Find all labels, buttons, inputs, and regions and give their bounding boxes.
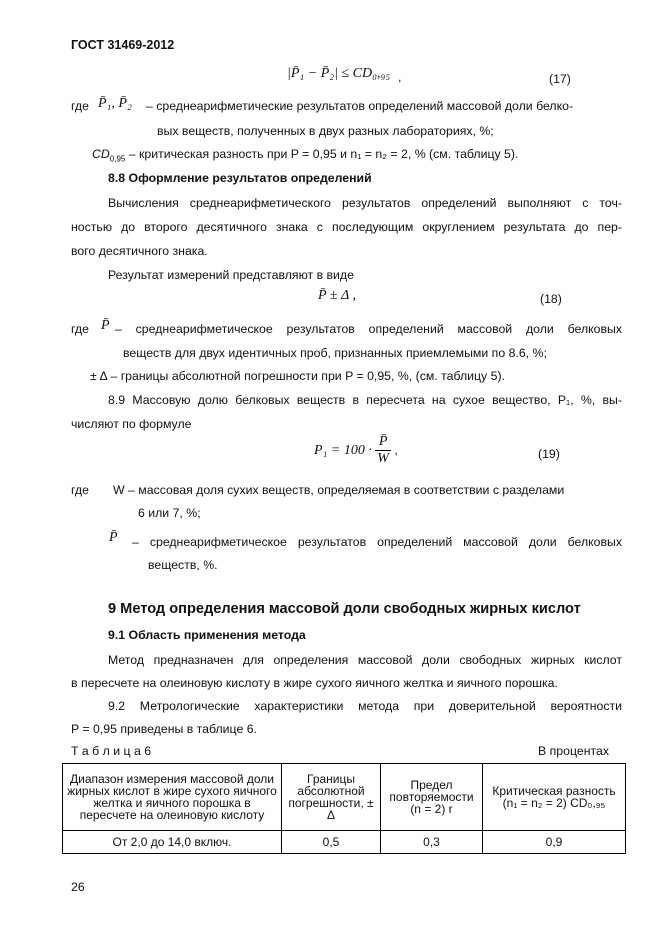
- where-text-18-line2: веществ для двух идентичных проб, признанных приемлемыми по 8.6, %;: [123, 346, 547, 360]
- equation-18: P̄ ± Δ ,: [318, 288, 356, 303]
- s89-line2: числяют по формуле: [71, 417, 192, 431]
- table-header-row: [63, 764, 626, 831]
- equation-19-numerator: P̄: [375, 434, 391, 451]
- table-header-cell: Границы абсолютной погрешности, ± Δ: [282, 764, 381, 831]
- document-header: ГОСТ 31469-2012: [71, 38, 175, 52]
- where-label-17: где: [71, 99, 89, 113]
- s9-p1-line2: в пересчете на олеиновую кислоту в жире сухого яичного желтка и яичного порошка.: [71, 676, 558, 690]
- where-vars-17: P̄₁, P̄₂: [98, 96, 132, 111]
- equation-18-number: (18): [540, 292, 562, 306]
- page-number: 26: [71, 880, 85, 894]
- p-definition-line1: – среднеарифметическое результатов определений массовой доли белковых: [132, 535, 622, 549]
- table-6-caption: Т а б л и ц а 6: [71, 744, 152, 758]
- table-row: [63, 831, 626, 854]
- table-header-cell: Предел повторяемости (n = 2) r: [381, 764, 483, 831]
- equation-17-comma: ,: [398, 70, 402, 84]
- where-text-17-line2: вых веществ, полученных в двух разных лабораториях, %;: [157, 124, 494, 138]
- s88-p1-line2: ностью до второго десятичного знака с последующим округлением результата до пер-: [71, 220, 622, 234]
- w-definition-line1: W – массовая доля сухих веществ, определяемая в соответствии с разделами: [113, 483, 565, 497]
- table-cell: От 2,0 до 14,0 включ.: [63, 831, 282, 854]
- equation-19-number: (19): [538, 447, 560, 461]
- delta-definition: ± Δ – границы абсолютной погрешности при P = 0,95, %, (см. таблицу 5).: [90, 369, 505, 383]
- section-9-1-title: 9.1 Область применения метода: [108, 628, 306, 642]
- p-definition-line2: веществ, %.: [148, 558, 218, 572]
- s9-p1-line1: Метод предназначен для определения массовой доли свободных жирных кислот: [108, 653, 622, 667]
- section-8-8-title: 8.8 Оформление результатов определений: [108, 171, 372, 185]
- s88-p1-line3: вого десятичного знака.: [71, 244, 208, 258]
- table-header-cell: Диапазон измерения массовой доли жирных кислот в жире сухого яичного желтка и яичного порошка в пересчете на олеиновую кислоту: [63, 764, 282, 831]
- w-definition-line2: 6 или 7, %;: [138, 506, 201, 520]
- equation-19-lhs: P₁ = 100 ·: [314, 442, 372, 458]
- table-6-units: В процентах: [538, 744, 609, 758]
- cd-definition: [92, 147, 518, 163]
- s9-p2-line2: P = 0,95 приведены в таблице 6.: [71, 722, 257, 736]
- where-var-19: P̄: [109, 530, 118, 545]
- equation-19-fraction: [375, 434, 391, 467]
- where-text-18-line1: – среднеарифметическое результатов определений массовой доли белковых: [115, 322, 622, 336]
- table-cell: 0,5: [282, 831, 381, 854]
- where-text-17-line1: – среднеарифметические результатов определений массовой доли белко-: [146, 99, 574, 113]
- equation-19: [314, 434, 398, 467]
- table-cell: 0,9: [483, 831, 626, 854]
- s89-line1: 8.9 Массовую долю белковых веществ в пересчета на сухое вещество, P₁, %, вы-: [108, 393, 622, 407]
- cd-text: – критическая разность при P = 0,95 и n₁ = n₂ = 2, % (см. таблицу 5).: [128, 147, 519, 161]
- s9-p2-line1: 9.2 Метрологические характеристики метода при доверительной вероятности: [108, 699, 622, 713]
- s88-p2: Результат измерений представляют в виде: [108, 268, 354, 282]
- cd-label: CD: [92, 147, 110, 161]
- where-label-19: где: [71, 483, 89, 497]
- table-6: [62, 763, 626, 854]
- where-label-18: где: [71, 322, 89, 336]
- table-cell: 0,3: [381, 831, 483, 854]
- cd-subscript: 0,95: [109, 154, 126, 164]
- equation-19-comma: ,: [394, 442, 398, 457]
- where-var-18: P̄: [101, 318, 110, 333]
- s88-p1-line1: Вычисления среднеарифметического результатов определений выполняют с точ-: [108, 196, 622, 210]
- section-9-title: 9 Метод определения массовой доли свободных жирных кислот: [108, 601, 581, 617]
- equation-17-number: (17): [549, 72, 571, 86]
- equation-19-denominator: W: [377, 451, 389, 466]
- equation-17: |P̄₁ − P̄₂| ≤ CD₀,₉₅: [287, 66, 391, 81]
- table-header-cell: Критическая разность (n₁ = n₂ = 2) CD₀,₉₅: [483, 764, 626, 831]
